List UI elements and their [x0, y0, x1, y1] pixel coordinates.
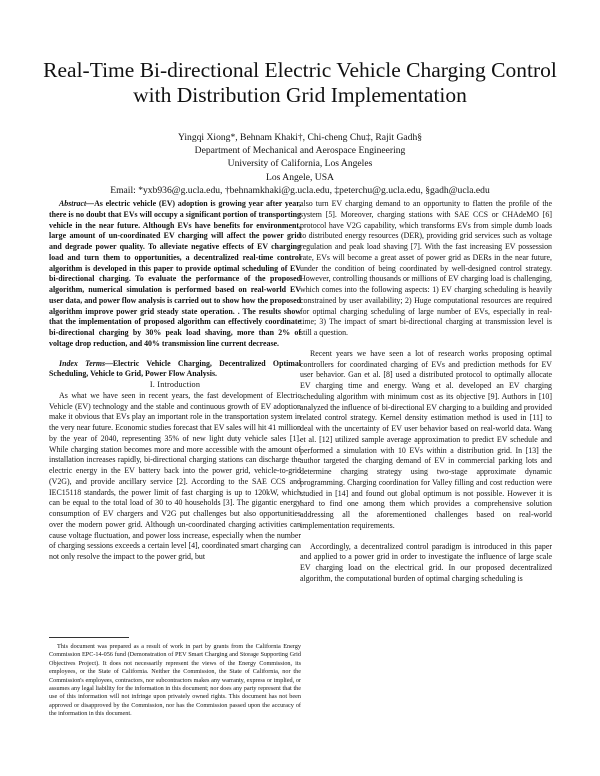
left-column [49, 199, 301, 563]
abstract-text: As electric vehicle (EV) adoption is growing year after year, there is no doubt that EVs will occupy a significant portion of transporting vehicle in the near future. Although EVs have benefits for environment, large amount of un-coordinated EV charging will affect the power grid and degrade power quality. To alleviate negative effects of EV charging load and turn them to opportunities, a decentralized real-time control algorithm is developed in this paper to provide optimal scheduling of EV bi-directional charging. To evaluate the performance of the proposed algorithm, numerical simulation is performed based on real-world EV user data, and power flow analysis is carried out to show how the proposed algorithm improve power grid steady state operation. . The results show that the implementation of proposed algorithm can effectively coordinate bi-directional charging by 30% peak load shaving, more than 2% of voltage drop reduction, and 40% transmission line current decrease. [49, 199, 301, 348]
funding-footnote: This document was prepared as a result of work in part by grants from the California Energy Commission EPC-14-056 fund (Demonstration of PEV Smart Charging and Storage Supporting Grid Objectives Project). It does not necessarily represent the views of the Energy Commission, its employees, or the State of California. Neither the Commission, the State of California, nor the Commission's employees, contractors, nor subcontractors makes any warranty, express or implied, or assumes any legal liability for the information in this document; nor does any party represent that the use of this information will not infringe upon privately owned rights. This document has not been approved or disapproved by the Commission, nor has the Commission passed upon the accuracy of the information in this document. [49, 643, 301, 718]
abstract [49, 199, 301, 350]
abstract-label: Abstract— [59, 199, 95, 208]
author-emails: Email: *yxb936@g.ucla.edu, †behnamkhaki@g.ucla.edu, ‡peterchu@g.ucla.edu, §gadh@ucla.edu [110, 184, 490, 196]
intro-paragraph-3: Accordingly, a decentralized control paradigm is introduced in this paper and applied to a power grid in order to investigate the influence of large scale EV charging load on the electrical grid. In our proposed decentralized algorithm, the computational burden of optimal charging scheduling is [300, 541, 552, 583]
intro-paragraph-1-cont: also turn EV charging demand to an opportunity to flatten the profile of the system [5]. Moreover, charging stations with SAE CCS or CHAdeMO [6] protocol have V2G capability, which transforms EVs from simple dumb loads to distributed energy resources (DER), providing grid services such as voltage regulation and peak load shaving [7]. With the fast increasing EV possession rate, EVs will become a great asset of power grid as DERs in the near future, under the condition of being coordinated by well-designed control strategy. However, controlling thousands or millions of EV charging load is challenging, which comes into the following aspects: 1) EV charging scheduling is heavily constrained by user availability; 2) Huge computational resources are required for optimal charging scheduling of large number of EVs, especially in real-time; 3) The impact of smart bi-directional charging at transmission level is still a question. [300, 199, 552, 337]
footnote-divider [49, 637, 129, 638]
intro-paragraph-1: As what we have seen in recent years, the fast development of Electric Vehicle (EV) technology and the stable and continuous growth of EV adoption make it obvious that EVs play an important role in the transportation system in the very near future. Economic studies forecast that EV sales will hit 41 million by the year of 2040, representing 35% of new light duty vehicle sales [1]. While charging station becomes more and more accessible with the amount of installation increases rapidly, bi-directional charging stations can discharge the electric energy in the EV battery back into the power grid, vehicle-to-grid (V2G), and provide ancillary service [2]. According to the SAE CCS and IEC15118 standards, the power limit of fast charging is up to 120kW, which can be equal to the total load of 30 to 40 households [3]. The gigantic energy consumption of EV chargers and V2G put challenges but also opportunities over the modern power grid. Although un-coordinated charging activities can cause voltage fluctuation, and power loss increase, especially when the number of charging sessions exceeds a certain level [4], coordinated smart charging can not only resolve the impact to the power grid, but [49, 390, 301, 561]
paper-title: Real-Time Bi-directional Electric Vehicle Charging Control with Distribution Grid Implementation [43, 58, 557, 107]
author-names: Yingqi Xiong*, Behnam Khaki†, Chi-cheng Chu‡, Rajit Gadh§ [177, 132, 423, 143]
right-column [300, 199, 552, 585]
university: University of California, Los Angeles [227, 158, 373, 170]
index-terms-label: Index Terms [59, 358, 106, 368]
section-heading-introduction: I. Introduction [149, 380, 201, 389]
author-block [30, 131, 570, 197]
index-terms-text: —Electric Vehicle Charging, Decentralized Optimal Scheduling, Vehicle to Grid, Power Flow Analysis. [49, 358, 301, 379]
location: Los Angele, USA [266, 171, 334, 183]
intro-paragraph-2: Recent years we have seen a lot of research works proposing optimal controllers for coordinated charging of EVs and prediction methods for EV user behavior. Gan et al. [8] used a distributed protocol to optimally allocate EV charging time and energy. Wang et al. developed an EV charging scheduling algorithm with minimum cost as its objective [9]. Authors in [10] analyzed the influence of bi-directional EV charging to a building and provided related control strategy. Kernel density estimation method is used in [11] to deal with the uncertainty of EV user behavior based on real-world data. Wang et al. [12] utilized sample average approximation to predict EV schedule and performed a simulation with 10 EVs within a distribution grid. In [13] the author targeted the charging demand of EV in commercial parking lots and determine charging strategy using two-stage approximate dynamic programming. Charging coordination for Valley filling and cost reduction were studied in [14] and found out global optimum is not possible. However it is hard to find one among them which provides a comprehensive solution addressing all the aforementioned challenges based on real-world implementation requirements. [300, 348, 552, 530]
department: Department of Mechanical and Aerospace Engineering [194, 145, 406, 157]
index-terms [49, 359, 301, 381]
